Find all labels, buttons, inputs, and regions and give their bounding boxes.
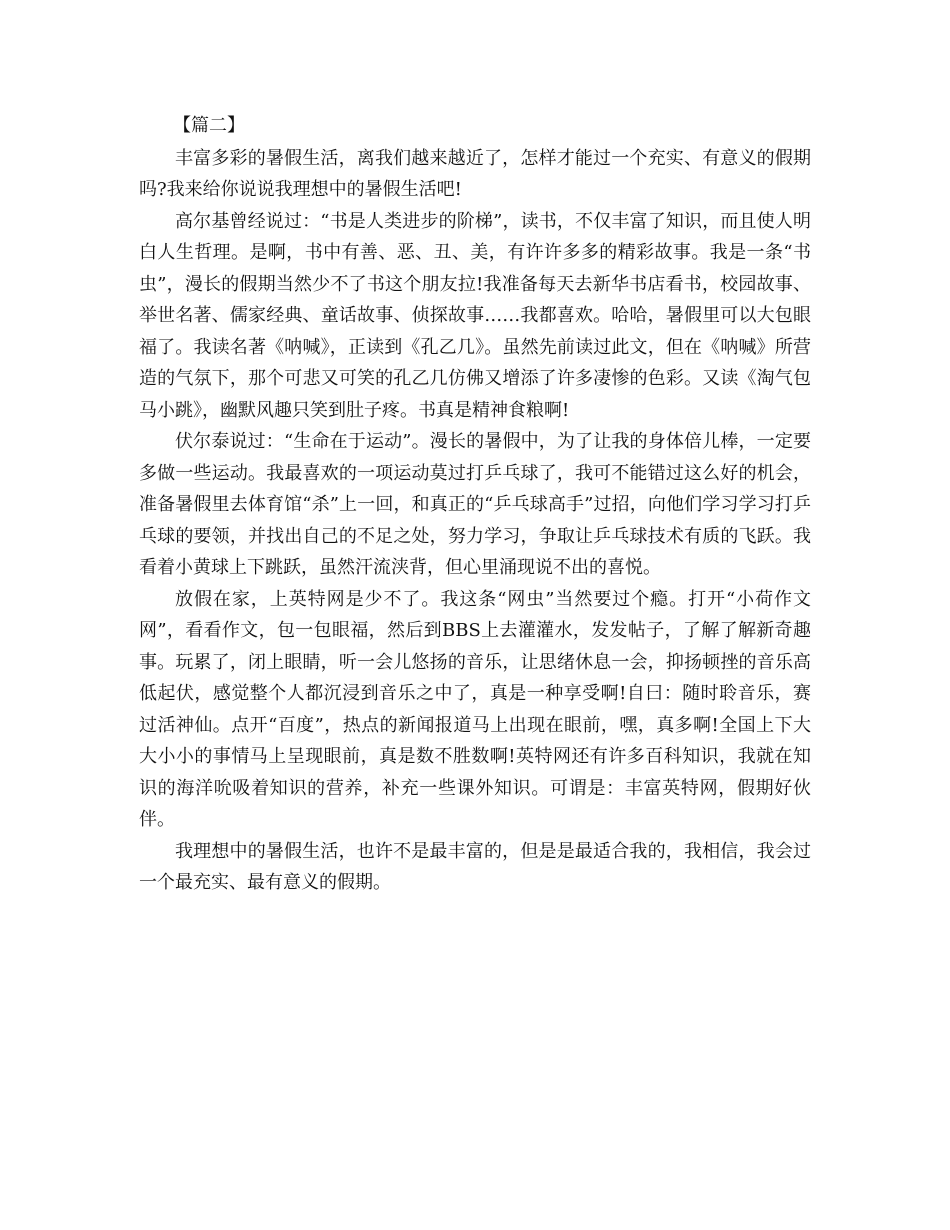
paragraph-internet: 放假在家，上英特网是少不了。我这条“网虫”当然要过个瘾。打开“小荷作文网”，看看作文，包一包眼福，然后到BBS上去灌灌水，发发帖子，了解了解新奇趣事。玩累了，闭上眼睛，听一会儿悠扬的音乐，让思绪休息一会，抑扬顿挫的音乐高低起伏，感觉整个人都沉浸到音乐之中了，真是一种享受啊!自曰：随时聆音乐，赛过活神仙。点开“百度”，热点的新闻报道马上出现在眼前，嘿，真多啊!全国上下大大小小的事情马上呈现眼前，真是数不胜数啊!英特网还有许多百科知识，我就在知识的海洋吮吸着知识的营养，补充一些课外知识。可谓是：丰富英特网，假期好伙伴。 [139,588,811,830]
paragraph-conclusion: 我理想中的暑假生活，也许不是最丰富的，但是是最适合我的，我相信，我会过一个最充实、最有意义的假期。 [139,840,811,893]
document-body [139,110,811,899]
section-heading: 【篇二】 [173,115,245,136]
paragraph-intro: 丰富多彩的暑假生活，离我们越来越近了，怎样才能过一个充实、有意义的假期吗?我来给你说说我理想中的暑假生活吧! [139,147,811,200]
paragraph-sports: 伏尔泰说过：“生命在于运动”。漫长的暑假中，为了让我的身体倍儿棒，一定要多做一些运动。我最喜欢的一项运动莫过打乒乓球了，我可不能错过这么好的机会，准备暑假里去体育馆“杀”上一回，和真正的“乒乓球高手”过招，向他们学习学习打乒乓球的要领，并找出自己的不足之处，努力学习，争取让乒乓球技术有质的飞跃。我看着小黄球上下跳跃，虽然汗流浃背，但心里涌现说不出的喜悦。 [139,431,811,578]
paragraph-reading: 高尔基曾经说过：“书是人类进步的阶梯”，读书，不仅丰富了知识，而且使人明白人生哲理。是啊，书中有善、恶、丑、美，有许许多多的精彩故事。我是一条“书虫”，漫长的假期当然少不了书这个朋友拉!我准备每天去新华书店看书，校园故事、举世名著、儒家经典、童话故事、侦探故事……我都喜欢。哈哈，暑假里可以大包眼福了。我读名著《呐喊》，正读到《孔乙几》。虽然先前读过此文，但在《呐喊》所营造的气氛下，那个可悲又可笑的孔乙几仿佛又增添了许多凄惨的色彩。又读《淘气包马小跳》，幽默风趣只笑到肚子疼。书真是精神食粮啊! [139,210,811,421]
